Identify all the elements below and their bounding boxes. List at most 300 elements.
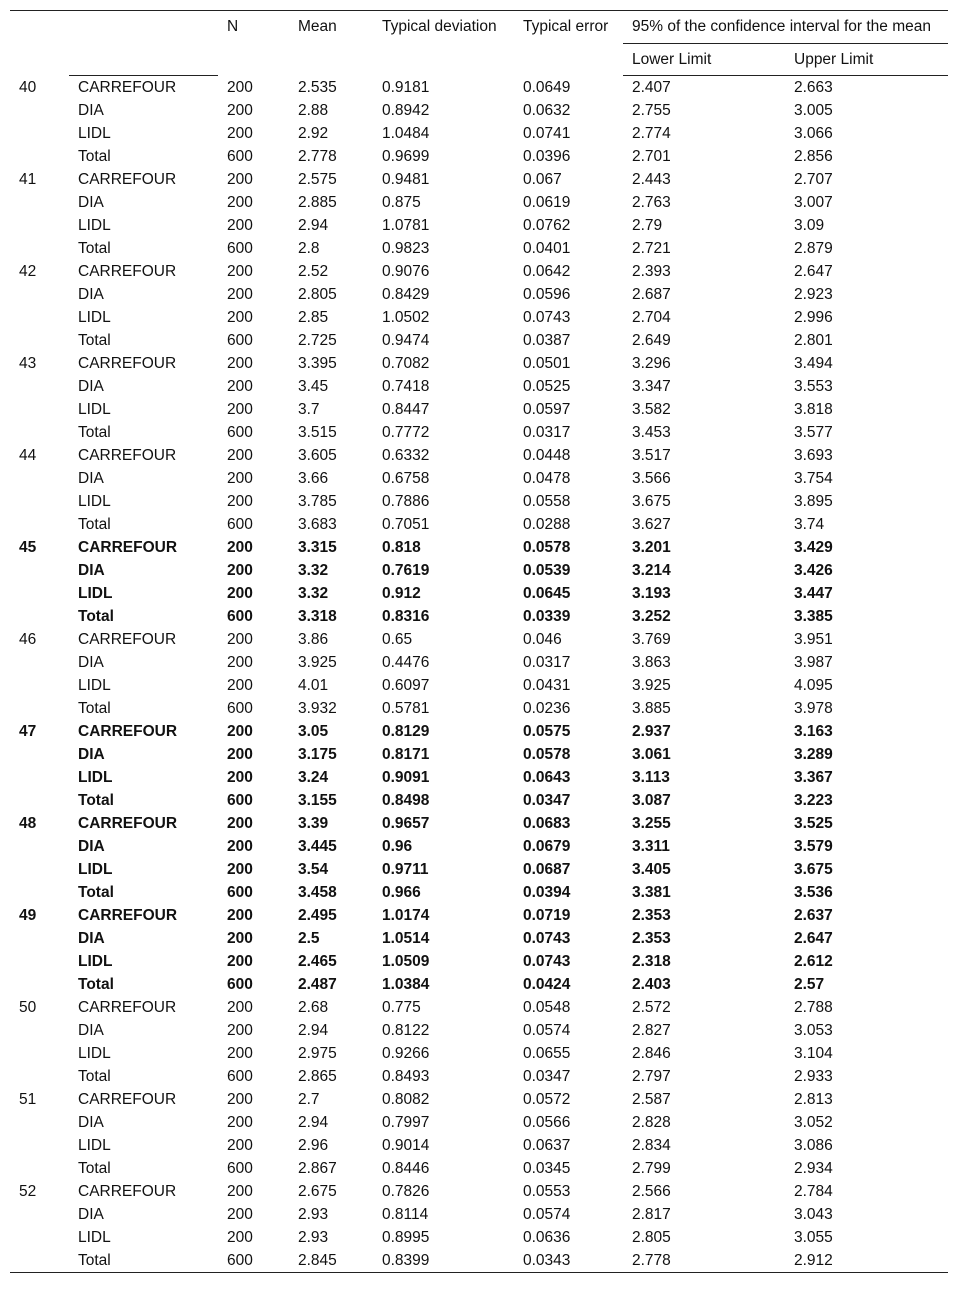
cell-typical-error: 0.0566 (523, 1114, 571, 1131)
cell-mean: 3.605 (298, 447, 337, 464)
cell-n: 600 (227, 884, 253, 901)
table-row (10, 168, 948, 191)
cell-typical-deviation: 1.0514 (382, 930, 430, 947)
cell-item (10, 1019, 69, 1042)
table-row (10, 881, 948, 904)
cell-store: DIA (78, 1206, 104, 1223)
table-row (10, 1111, 948, 1134)
cell-typical-deviation: 0.8129 (382, 723, 430, 740)
header-blank (10, 44, 69, 76)
header-typical-error: Typical error (514, 11, 623, 44)
cell-mean: 3.315 (298, 539, 337, 556)
cell-n: 200 (227, 1206, 253, 1223)
cell-n: 200 (227, 631, 253, 648)
header-blank (289, 44, 373, 76)
cell-typical-deviation: 0.8316 (382, 608, 430, 625)
cell-item: 50 (19, 999, 37, 1016)
cell-item (10, 1042, 69, 1065)
cell-item (10, 674, 69, 697)
table-container (10, 10, 948, 1273)
table-row (10, 191, 948, 214)
cell-upper-limit: 2.996 (794, 309, 833, 326)
cell-n: 200 (227, 1229, 253, 1246)
header-mean: Mean (289, 11, 373, 44)
cell-mean: 2.8 (298, 240, 320, 257)
cell-upper-limit: 3.053 (794, 1022, 833, 1039)
cell-store: Total (78, 1068, 111, 1085)
cell-upper-limit: 2.647 (794, 263, 833, 280)
cell-item (10, 1111, 69, 1134)
cell-lower-limit: 2.649 (632, 332, 671, 349)
cell-upper-limit: 3.052 (794, 1114, 833, 1131)
table-row (10, 122, 948, 145)
cell-lower-limit: 2.778 (623, 1249, 785, 1273)
table-row (10, 1088, 948, 1111)
cell-n: 200 (227, 78, 253, 96)
table-row (10, 1042, 948, 1065)
table-row (10, 904, 948, 927)
cell-item: 49 (19, 907, 37, 924)
cell-lower-limit: 2.587 (632, 1091, 671, 1108)
cell-item: 52 (19, 1183, 37, 1200)
cell-n: 200 (227, 562, 253, 579)
cell-lower-limit: 2.721 (632, 240, 671, 257)
cell-lower-limit: 2.828 (632, 1114, 671, 1131)
cell-mean: 2.805 (298, 286, 337, 303)
cell-upper-limit: 2.879 (794, 240, 833, 257)
table-row (10, 697, 948, 720)
cell-lower-limit: 3.566 (632, 470, 671, 487)
table-row (10, 582, 948, 605)
cell-upper-limit: 3.951 (794, 631, 833, 648)
cell-item (10, 467, 69, 490)
cell-upper-limit: 3.005 (794, 102, 833, 119)
cell-store: CARREFOUR (78, 355, 177, 372)
cell-typical-deviation: 0.8399 (373, 1249, 514, 1273)
table-header (10, 11, 948, 76)
cell-typical-deviation: 0.775 (382, 999, 421, 1016)
header-typical-deviation: Typical deviation (373, 11, 514, 44)
cell-typical-error: 0.0317 (523, 654, 571, 671)
table-row (10, 858, 948, 881)
cell-lower-limit: 2.572 (632, 999, 671, 1016)
cell-typical-deviation: 0.7619 (382, 562, 430, 579)
cell-typical-error: 0.0236 (523, 700, 571, 717)
table-row (10, 950, 948, 973)
cell-lower-limit: 3.214 (632, 562, 671, 579)
cell-store: CARREFOUR (78, 999, 177, 1016)
cell-lower-limit: 2.566 (632, 1183, 671, 1200)
cell-lower-limit: 2.353 (632, 930, 671, 947)
table-row (10, 1249, 948, 1273)
table-row (10, 766, 948, 789)
table-row (10, 927, 948, 950)
cell-upper-limit: 3.895 (794, 493, 833, 510)
cell-store: DIA (78, 838, 105, 855)
cell-mean: 2.675 (298, 1183, 337, 1200)
cell-typical-deviation: 0.9823 (382, 240, 430, 257)
cell-n: 600 (227, 332, 253, 349)
cell-upper-limit: 2.637 (794, 907, 833, 924)
cell-typical-error: 0.0553 (523, 1183, 571, 1200)
table-row (10, 444, 948, 467)
cell-upper-limit: 3.579 (794, 838, 833, 855)
cell-item (10, 1203, 69, 1226)
cell-mean: 3.925 (298, 654, 337, 671)
cell-typical-error: 0.0596 (523, 286, 571, 303)
cell-store: Total (78, 792, 114, 809)
cell-typical-deviation: 0.9076 (382, 263, 430, 280)
cell-upper-limit: 3.385 (794, 608, 833, 625)
cell-lower-limit: 2.817 (632, 1206, 671, 1223)
cell-typical-deviation: 1.0509 (382, 953, 430, 970)
cell-typical-deviation: 0.7886 (382, 493, 430, 510)
cell-item (10, 1134, 69, 1157)
cell-item (10, 421, 69, 444)
table-row (10, 743, 948, 766)
cell-mean: 2.85 (298, 309, 329, 326)
header-blank (10, 11, 69, 44)
cell-lower-limit: 2.701 (632, 148, 671, 165)
table-row (10, 1065, 948, 1088)
cell-item (10, 881, 69, 904)
cell-typical-error: 0.0448 (523, 447, 571, 464)
table-row (10, 628, 948, 651)
cell-lower-limit: 3.193 (632, 585, 671, 602)
cell-typical-error: 0.0649 (523, 78, 571, 96)
cell-store: Total (78, 516, 111, 533)
cell-typical-error: 0.067 (523, 171, 562, 188)
cell-n: 200 (227, 470, 253, 487)
table-row (10, 283, 948, 306)
cell-store: Total (78, 700, 111, 717)
cell-lower-limit: 2.403 (632, 976, 671, 993)
cell-upper-limit: 3.429 (794, 539, 833, 556)
table-row (10, 605, 948, 628)
cell-n: 600 (227, 1160, 253, 1177)
cell-lower-limit: 3.675 (632, 493, 671, 510)
cell-lower-limit: 2.393 (632, 263, 671, 280)
cell-mean: 2.7 (298, 1091, 320, 1108)
cell-lower-limit: 3.381 (632, 884, 671, 901)
cell-lower-limit: 3.582 (632, 401, 671, 418)
cell-mean: 3.683 (298, 516, 337, 533)
cell-lower-limit: 2.763 (632, 194, 671, 211)
cell-upper-limit: 2.663 (794, 79, 833, 96)
cell-mean: 2.96 (298, 1137, 329, 1154)
cell-mean: 2.845 (289, 1249, 373, 1273)
header-blank (69, 44, 218, 76)
cell-typical-error: 0.0574 (523, 1206, 571, 1223)
cell-typical-deviation: 1.0781 (382, 217, 430, 234)
cell-store: Total (78, 608, 114, 625)
cell-lower-limit: 3.405 (632, 861, 671, 878)
cell-n: 600 (227, 516, 253, 533)
cell-typical-error: 0.0679 (523, 838, 571, 855)
cell-mean: 2.465 (298, 953, 337, 970)
cell-store: CARREFOUR (78, 171, 177, 188)
cell-item (10, 651, 69, 674)
cell-item (10, 1249, 69, 1273)
table-row (10, 260, 948, 283)
cell-typical-deviation: 0.7051 (382, 516, 430, 533)
cell-item: 47 (19, 723, 37, 740)
cell-n: 200 (227, 815, 253, 832)
cell-upper-limit: 3.223 (794, 792, 833, 809)
cell-n: 200 (227, 723, 253, 740)
cell-n: 200 (227, 907, 253, 924)
cell-upper-limit: 3.426 (794, 562, 833, 579)
cell-lower-limit: 3.925 (632, 677, 671, 694)
cell-lower-limit: 2.755 (632, 102, 671, 119)
cell-upper-limit: 3.494 (794, 355, 833, 372)
cell-item (10, 398, 69, 421)
cell-lower-limit: 3.087 (632, 792, 671, 809)
cell-lower-limit: 2.443 (632, 171, 671, 188)
cell-upper-limit: 2.647 (794, 930, 833, 947)
cell-typical-error: 0.0743 (523, 309, 571, 326)
cell-item (10, 1157, 69, 1180)
cell-lower-limit: 3.347 (632, 378, 671, 395)
cell-typical-deviation: 0.9474 (382, 332, 430, 349)
cell-typical-error: 0.0597 (523, 401, 571, 418)
cell-item (10, 99, 69, 122)
cell-store: CARREFOUR (78, 263, 177, 280)
cell-lower-limit: 3.255 (632, 815, 671, 832)
header-blank (514, 44, 623, 76)
cell-typical-error: 0.0478 (523, 470, 571, 487)
cell-mean: 2.68 (298, 999, 329, 1016)
cell-n: 600 (227, 976, 253, 993)
cell-typical-error: 0.0574 (523, 1022, 571, 1039)
cell-item (10, 329, 69, 352)
cell-typical-error: 0.0288 (523, 516, 571, 533)
cell-mean: 2.94 (298, 1022, 329, 1039)
table-row (10, 421, 948, 444)
cell-item: 48 (19, 815, 37, 832)
table-row (10, 375, 948, 398)
cell-store: CARREFOUR (78, 79, 177, 96)
cell-store: CARREFOUR (78, 447, 177, 464)
cell-store: DIA (78, 378, 104, 395)
cell-typical-error: 0.0572 (523, 1091, 571, 1108)
cell-item (10, 973, 69, 996)
cell-mean: 3.175 (298, 746, 337, 763)
cell-mean: 2.778 (298, 148, 337, 165)
table-row (10, 1226, 948, 1249)
header-upper-limit: Upper Limit (785, 44, 948, 76)
cell-mean: 2.885 (298, 194, 337, 211)
cell-upper-limit: 3.163 (794, 723, 833, 740)
table-row (10, 812, 948, 835)
cell-typical-error: 0.0743 (523, 953, 571, 970)
cell-typical-deviation: 0.8446 (382, 1160, 430, 1177)
cell-lower-limit: 2.834 (632, 1137, 671, 1154)
cell-typical-error: 0.0619 (523, 194, 571, 211)
cell-typical-error: 0.0743 (523, 930, 571, 947)
statistics-table (10, 10, 948, 1273)
cell-upper-limit: 3.577 (794, 424, 833, 441)
cell-typical-deviation: 0.96 (382, 838, 413, 855)
table-row (10, 674, 948, 697)
cell-mean: 3.7 (298, 401, 320, 418)
cell-typical-deviation: 0.966 (382, 884, 421, 901)
cell-item (10, 858, 69, 881)
cell-mean: 2.975 (298, 1045, 337, 1062)
cell-upper-limit: 2.707 (794, 171, 833, 188)
cell-item (10, 1065, 69, 1088)
table-row (10, 99, 948, 122)
cell-lower-limit: 3.201 (632, 539, 671, 556)
cell-typical-error: 0.0645 (523, 585, 571, 602)
cell-store: DIA (78, 746, 105, 763)
cell-mean: 3.66 (298, 470, 329, 487)
cell-store: Total (78, 332, 111, 349)
cell-typical-error: 0.0339 (523, 608, 571, 625)
cell-typical-error: 0.0394 (523, 884, 571, 901)
cell-upper-limit: 3.086 (794, 1137, 833, 1154)
cell-lower-limit: 3.296 (632, 355, 671, 372)
cell-store: CARREFOUR (78, 907, 178, 924)
cell-typical-error: 0.0525 (523, 378, 571, 395)
cell-upper-limit: 2.912 (785, 1249, 948, 1273)
cell-typical-error: 0.0317 (523, 424, 571, 441)
cell-lower-limit: 3.061 (632, 746, 671, 763)
table-row (10, 1134, 948, 1157)
cell-typical-error: 0.0396 (523, 148, 571, 165)
cell-typical-error: 0.0539 (523, 562, 571, 579)
cell-lower-limit: 2.687 (632, 286, 671, 303)
cell-upper-limit: 3.536 (794, 884, 833, 901)
cell-typical-error: 0.0501 (523, 355, 571, 372)
table-row (10, 536, 948, 559)
cell-upper-limit: 3.553 (794, 378, 833, 395)
cell-typical-deviation: 0.8493 (382, 1068, 430, 1085)
cell-item (10, 950, 69, 973)
cell-item (10, 766, 69, 789)
cell-store: CARREFOUR (78, 723, 178, 740)
header-blank (69, 11, 218, 44)
cell-n: 200 (227, 171, 253, 188)
cell-n: 200 (227, 861, 253, 878)
table-row (10, 835, 948, 858)
cell-lower-limit: 2.774 (632, 125, 671, 142)
cell-n: 200 (227, 447, 253, 464)
cell-mean: 3.515 (298, 424, 337, 441)
cell-store: LIDL (78, 1137, 111, 1154)
cell-typical-deviation: 0.6758 (382, 470, 430, 487)
cell-n: 200 (227, 1114, 253, 1131)
cell-lower-limit: 3.517 (632, 447, 671, 464)
cell-mean: 3.39 (298, 815, 329, 832)
cell-item (10, 237, 69, 260)
cell-store: DIA (78, 562, 105, 579)
cell-upper-limit: 3.978 (794, 700, 833, 717)
cell-mean: 2.52 (298, 263, 329, 280)
cell-store: Total (78, 976, 114, 993)
cell-item: 41 (19, 171, 37, 188)
cell-n: 200 (227, 263, 253, 280)
cell-mean: 2.94 (298, 1114, 329, 1131)
cell-item (10, 191, 69, 214)
cell-store: LIDL (78, 585, 113, 602)
cell-typical-deviation: 0.8498 (382, 792, 430, 809)
cell-typical-deviation: 1.0484 (382, 125, 430, 142)
cell-n: 200 (227, 125, 253, 142)
cell-n: 600 (227, 700, 253, 717)
cell-lower-limit: 3.252 (632, 608, 671, 625)
cell-typical-deviation: 0.8114 (382, 1206, 429, 1223)
cell-n: 200 (227, 1137, 253, 1154)
cell-typical-error: 0.0387 (523, 332, 571, 349)
cell-n: 200 (227, 1183, 253, 1200)
cell-upper-limit: 3.104 (794, 1045, 833, 1062)
cell-typical-error: 0.0643 (523, 769, 571, 786)
cell-store: LIDL (78, 953, 113, 970)
cell-upper-limit: 2.612 (794, 953, 833, 970)
cell-upper-limit: 3.055 (794, 1229, 833, 1246)
cell-upper-limit: 3.754 (794, 470, 833, 487)
table-row (10, 237, 948, 260)
cell-typical-deviation: 0.65 (382, 631, 413, 648)
cell-typical-deviation: 0.875 (382, 194, 421, 211)
cell-store: CARREFOUR (78, 1091, 177, 1108)
cell-typical-deviation: 0.8122 (382, 1022, 430, 1039)
cell-n: 200 (227, 953, 253, 970)
cell-item: 51 (19, 1091, 37, 1108)
cell-typical-deviation: 0.7082 (382, 355, 430, 372)
cell-upper-limit: 2.813 (794, 1091, 833, 1108)
cell-mean: 2.487 (298, 976, 337, 993)
cell-upper-limit: 3.675 (794, 861, 833, 878)
table-row (10, 76, 948, 100)
cell-typical-error: 0.0347 (523, 1068, 571, 1085)
cell-typical-deviation: 0.8995 (382, 1229, 430, 1246)
cell-n: 600 (227, 608, 253, 625)
cell-mean: 2.575 (298, 171, 337, 188)
cell-upper-limit: 3.289 (794, 746, 833, 763)
cell-upper-limit: 3.066 (794, 125, 833, 142)
table-row (10, 996, 948, 1019)
cell-lower-limit: 2.805 (632, 1229, 671, 1246)
table-row (10, 651, 948, 674)
cell-upper-limit: 2.923 (794, 286, 833, 303)
cell-mean: 2.535 (298, 78, 337, 96)
table-row (10, 1019, 948, 1042)
cell-upper-limit: 3.043 (794, 1206, 833, 1223)
cell-lower-limit: 3.863 (632, 654, 671, 671)
cell-n: 200 (227, 838, 253, 855)
cell-typical-error: 0.0431 (523, 677, 571, 694)
cell-mean: 2.495 (298, 907, 337, 924)
cell-typical-error: 0.0548 (523, 999, 571, 1016)
cell-typical-error: 0.046 (523, 631, 562, 648)
cell-n: 600 (227, 424, 253, 441)
cell-store: DIA (78, 102, 104, 119)
cell-typical-error: 0.0424 (523, 976, 571, 993)
table-row (10, 490, 948, 513)
table-row (10, 398, 948, 421)
cell-upper-limit: 3.447 (794, 585, 833, 602)
cell-mean: 3.785 (298, 493, 337, 510)
cell-store: LIDL (78, 401, 111, 418)
cell-upper-limit: 3.007 (794, 194, 833, 211)
cell-upper-limit: 2.933 (794, 1068, 833, 1085)
cell-typical-deviation: 0.818 (382, 539, 421, 556)
cell-upper-limit: 2.788 (794, 999, 833, 1016)
cell-typical-deviation: 0.8082 (382, 1091, 430, 1108)
cell-upper-limit: 3.367 (794, 769, 833, 786)
